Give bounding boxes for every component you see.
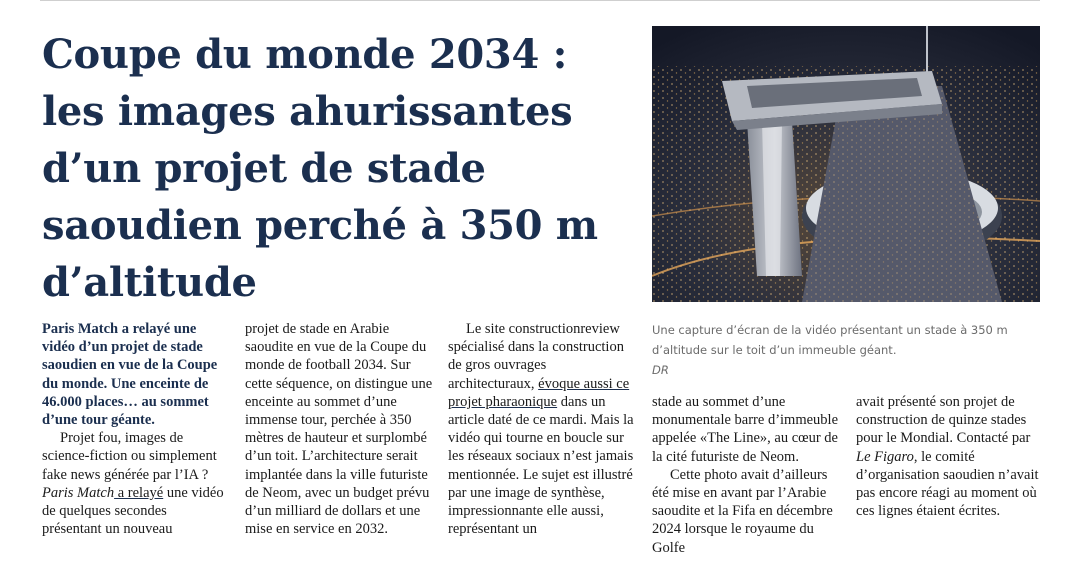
photo-credit: DR	[652, 363, 669, 377]
p1-text-a: Projet fou, images de science-fiction ou simplement fake news générée par l’IA ?	[42, 430, 217, 483]
p5-text-a: avait présenté son projet de construction de quinze stades pour le Mondial. Contacté par	[856, 394, 1031, 447]
article-lede: Paris Match a relayé une vidéo d’un projet de stade saoudien en vue de la Coupe du monde. Une enceinte de 46.000 places… au sommet d’une tour géante.	[42, 321, 218, 429]
paragraph-1-continued: projet de stade en Arabie saoudite en vue de la Coupe du monde de football 2034. Sur cette séquence, on distingue une enceinte au sommet d’une immense tour, perchée à 350 mètres de hauteur et surplombé d’un toit. L’architecture serait implantée dans la ville futuriste de Neom, avec un budget prévu d’un milliard de dollars et une mise en service en 2032.	[245, 321, 433, 538]
p2-link[interactable]: évoque aussi ce projet pharaonique	[448, 375, 630, 410]
p5-text-b: , le comité d’organisation saoudien n’avait pas encore réagi au moment où ces lignes étaient écrites.	[856, 448, 1039, 520]
column-4	[652, 393, 840, 557]
top-divider	[40, 0, 1040, 1]
photo-caption	[652, 320, 1032, 380]
paragraph-2	[448, 320, 636, 538]
column-3	[448, 320, 636, 538]
column-1	[42, 320, 230, 538]
p5-source: Le Figaro	[856, 448, 914, 465]
p1-text-b-part1: une vidéo de quelques secondes présentant un nouveau	[42, 484, 224, 538]
p1-source: Paris Match	[42, 484, 115, 501]
paragraph-3-continued	[856, 393, 1044, 520]
column-2	[245, 320, 433, 538]
caption-text: Une capture d’écran de la vidéo présentant un stade à 350 m d’altitude sur le toit d’un immeuble géant.	[652, 323, 1008, 357]
paragraph-2-continued: stade au sommet d’une monumentale barre d’immeuble appelée «The Line», au cœur de la cité futuriste de Neom.	[652, 394, 839, 465]
p2-text-a: Le site constructionreview spécialisé dans la construction de gros ouvrages architecturaux,	[448, 321, 624, 392]
paragraph-3: Cette photo avait d’ailleurs été mise en avant par l’Arabie saoudite et la Fifa en décembre 2024 lorsque le royaume du Golfe	[652, 466, 833, 556]
p1-link[interactable]: a relayé	[114, 484, 164, 501]
column-5	[856, 393, 1044, 520]
article-headline: Coupe du monde 2034 : les images ahurissantes d’un projet de stade saoudien perché à 350 m d’altitude	[42, 31, 598, 306]
article-photo	[652, 26, 1040, 302]
paragraph-1	[42, 429, 230, 538]
stadium-tower-illustration	[652, 26, 1040, 302]
p2-text-b: dans un article daté de ce mardi. Mais la vidéo qui tourne en boucle sur les réseaux sociaux n’est jamais mentionnée. Le sujet est illustré par une image de synthèse, impressionnante elle aussi, représentant un	[448, 393, 634, 538]
